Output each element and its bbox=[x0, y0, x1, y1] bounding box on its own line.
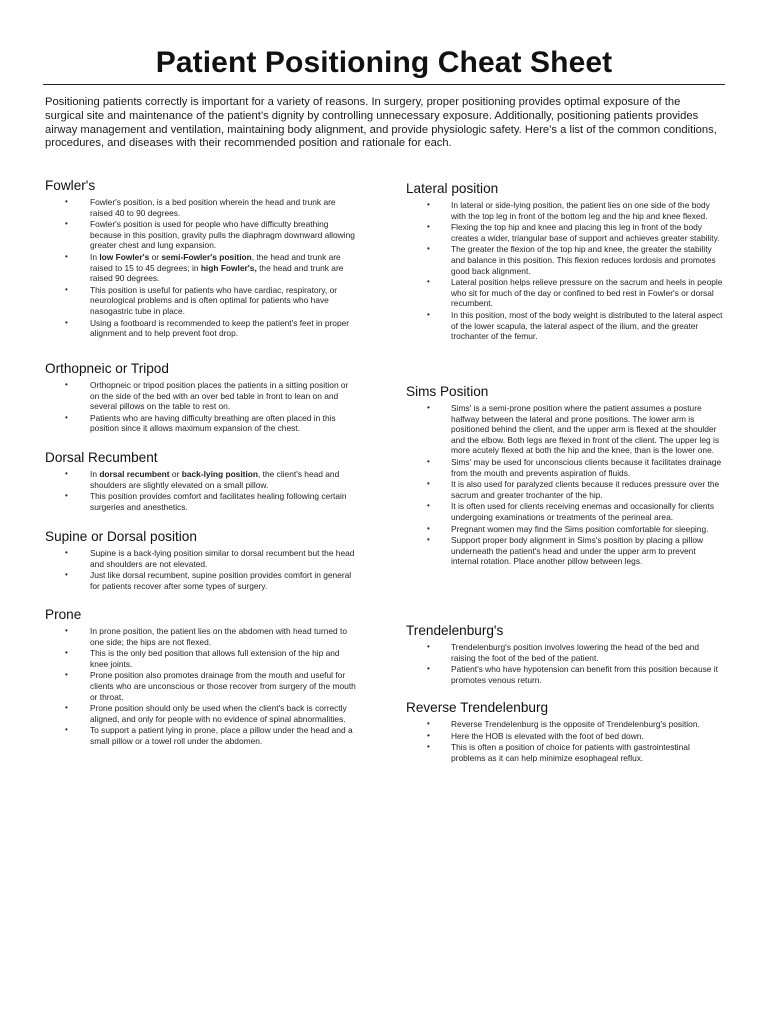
section-heading: Dorsal Recumbent bbox=[45, 450, 158, 465]
section-heading: Sims Position bbox=[406, 384, 489, 399]
section-dorsal-recumbent bbox=[45, 450, 357, 513]
text-run: , the client's head and shoulders are slightly elevated on a small pillow. bbox=[90, 469, 340, 490]
list-item: • This is often a position of choice for patients with gastrointestinal problems as it can help minimize esophageal reflux. bbox=[406, 742, 724, 763]
text-run: the head and trunk are raised 90 degrees. bbox=[90, 262, 344, 284]
section-heading: Trendelenburg's bbox=[406, 623, 504, 638]
section-fowlers bbox=[45, 178, 357, 340]
section-prone bbox=[45, 607, 357, 748]
title-divider bbox=[43, 84, 725, 85]
list-item: • Fowler's position, is a bed position wherein the head and trunk are raised 40 to 90 degrees. bbox=[45, 197, 357, 218]
list-item: • In lateral or side-lying position, the patient lies on one side of the body with the top leg in front of the bottom leg and the hip and knee flexed. bbox=[406, 200, 724, 221]
bullet-list bbox=[406, 719, 724, 763]
list-item: • To support a patient lying in prone, place a pillow under the head and a small pillow or a towel roll under the abdomen. bbox=[45, 725, 357, 746]
list-item: • Patient's who have hypotension can benefit from this position because it promotes venous return. bbox=[406, 664, 724, 685]
text-run: In bbox=[90, 469, 100, 479]
list-item: • Here the HOB is elevated with the foot of bed down. bbox=[406, 731, 724, 742]
list-item: • Prone position also promotes drainage from the mouth and useful for clients who are unconscious or those recover from surgery of the mouth or throat. bbox=[45, 670, 357, 702]
list-item: • Supine is a back-lying position similar to dorsal recumbent but the head and shoulders are not elevated. bbox=[45, 548, 357, 569]
bullet-list bbox=[406, 200, 724, 342]
bullet-list bbox=[45, 469, 357, 512]
list-item: • This position is useful for patients who have cardiac, respiratory, or neurological problems and is often optimal for patients who have nasogastric tube in place. bbox=[45, 285, 357, 317]
bullet-list bbox=[406, 642, 724, 685]
section-heading: Prone bbox=[45, 607, 82, 622]
list-item: • Patients who are having difficulty breathing are often placed in this position since it allows maximum expansion of the chest. bbox=[45, 413, 357, 434]
page-title: Patient Positioning Cheat Sheet bbox=[155, 46, 613, 79]
bold-term: high Fowler's, bbox=[200, 262, 257, 273]
section-reverse-trendelenburg bbox=[406, 700, 724, 764]
text-run: or bbox=[149, 251, 162, 262]
section-lateral bbox=[406, 181, 724, 343]
list-item: • Support proper body alignment in Sims's position by placing a pillow underneath the patient's head and under the upper arm to prevent internal rotation. Place another pillow between legs. bbox=[406, 535, 724, 567]
bold-term: semi-Fowler's position bbox=[161, 251, 252, 262]
list-item: • Prone position should only be used when the client's back is correctly aligned, and only for people with no evidence of spinal abnormalities. bbox=[45, 703, 357, 724]
text-run: , the head and trunk are raised to 15 to 45 degrees; in bbox=[90, 251, 341, 273]
bullet-list bbox=[45, 548, 357, 591]
section-heading: Reverse Trendelenburg bbox=[406, 700, 549, 715]
section-heading: Orthopneic or Tripod bbox=[45, 361, 169, 376]
list-item: • Pregnant women may find the Sims position comfortable for sleeping. bbox=[406, 524, 724, 535]
bullet-list bbox=[45, 626, 357, 747]
bullet-list bbox=[45, 197, 357, 339]
list-item: • It is often used for clients receiving enemas and occasionally for clients undergoing examinations or treatments of the perineal area. bbox=[406, 501, 724, 522]
list-item: • Using a footboard is recommended to keep the patient's feet in proper alignment and to help prevent foot drop. bbox=[45, 318, 357, 339]
bullet-list bbox=[406, 403, 724, 567]
list-item: • Trendelenburg's position involves lowering the head of the bed and raising the foot of the bed of the patient. bbox=[406, 642, 724, 663]
list-item: • Sims' may be used for unconscious clients because it facilitates drainage from the mouth and prevents aspiration of fluids. bbox=[406, 457, 724, 478]
section-supine bbox=[45, 529, 357, 592]
list-item: • The greater the flexion of the top hip and knee, the greater the stability and balance in this position. This flexion reduces lordosis and promotes good back alignment. bbox=[406, 244, 724, 276]
section-heading: Supine or Dorsal position bbox=[45, 529, 197, 544]
list-item: • Orthopneic or tripod position places the patients in a sitting position or on the side of the bed with an over bed table in front to lean on and several pillows on the table to rest on. bbox=[45, 380, 357, 412]
list-item: • Lateral position helps relieve pressure on the sacrum and heels in people who sit for much of the day or confined to bed rest in Fowler's or dorsal recumbent. bbox=[406, 277, 724, 309]
text-run: or bbox=[169, 469, 182, 479]
list-item: • Sims' is a semi-prone position where the patient assumes a posture halfway between the lateral and prone positions. The lower arm is positioned behind the client, and the upper arm is flexed at the shoulder and the elbow. Both legs are flexed in front of the client. The upper leg is more acutely flexed at both the hip and the knee, than is the lower one. bbox=[406, 403, 724, 456]
list-item: • It is also used for paralyzed clients because it reduces pressure over the sacrum and greater trochanter of the hip. bbox=[406, 479, 724, 500]
intro-paragraph: Positioning patients correctly is important for a variety of reasons. In surgery, proper positioning provides optimal exposure of the surgical site and maintenance of the patient’s dignity by controlling unnecessary exposure. Additionally, positioning patients provides airway management and ventilation, maintaining body alignment, and provide physiologic safety. Here’s a list of the common conditions, procedures, and diseases with their recommended position and rationale for each. bbox=[45, 96, 717, 150]
list-item: • In this position, most of the body weight is distributed to the lateral aspect of the lower scapula, the lateral aspect of the ilium, and the greater trochanter of the femur. bbox=[406, 310, 724, 342]
list-item: • Flexing the top hip and knee and placing this leg in front of the body creates a wider, triangular base of support and achieves greater stability. bbox=[406, 222, 724, 243]
section-heading: Lateral position bbox=[406, 181, 499, 196]
bold-term: dorsal recumbent bbox=[99, 469, 170, 479]
bold-term: low Fowler's bbox=[99, 251, 150, 262]
bold-term: back-lying position bbox=[181, 469, 259, 479]
section-sims bbox=[406, 384, 724, 568]
section-orthopneic bbox=[45, 361, 357, 435]
list-item: • Fowler's position is used for people who have difficulty breathing because in this position, gravity pulls the diaphragm downward allowing greater chest and lung expansion. bbox=[45, 219, 357, 251]
text-run: In bbox=[90, 251, 100, 262]
list-item: • This position provides comfort and facilitates healing following certain surgeries and anesthetics. bbox=[45, 491, 357, 512]
list-item: • This is the only bed position that allows full extension of the hip and knee joints. bbox=[45, 648, 357, 669]
list-item: • In prone position, the patient lies on the abdomen with head turned to one side; the hips are not flexed. bbox=[45, 626, 357, 647]
list-item: • Reverse Trendelenburg is the opposite of Trendelenburg's position. bbox=[406, 719, 724, 730]
list-item bbox=[45, 252, 357, 284]
section-heading: Fowler's bbox=[45, 178, 96, 193]
list-item bbox=[45, 469, 357, 490]
list-item: • Just like dorsal recumbent, supine position provides comfort in general for patients recover after some types of surgery. bbox=[45, 570, 357, 591]
section-trendelenburg bbox=[406, 623, 724, 686]
bullet-list bbox=[45, 380, 357, 434]
